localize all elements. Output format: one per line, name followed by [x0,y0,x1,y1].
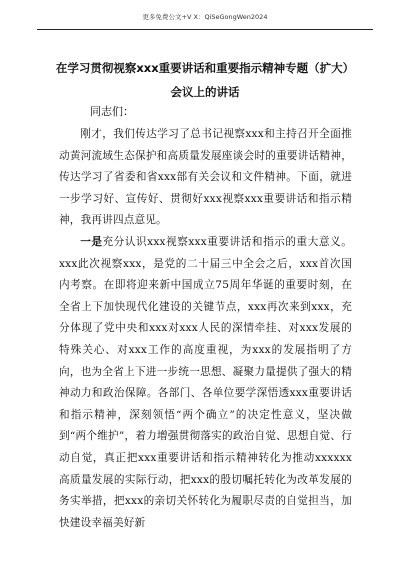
paragraph-2-text: 充分认识xxx视察xxx重要讲话和指示的重大意义。xxx此次视察xxx，是党的二十届三中全会之后，xxx首次国内考察。在即将迎来新中国成立75周年华诞的重要时刻，在全省上下加快现代化建设的关键节点，xxx再次来到xxx，充分体现了党中央和xxx对xxx人民的深情牵挂、对xxx发展的特殊关心、对xxx工作的高度重视，为xxx的发展指明了方向，也为全省上下进一步统一思想、凝聚力量提供了强大的精神动力和政治保障。各部门、各单位要学深悟透xxx重要讲话和指示精神，深刻领悟“两个确立”的决定性意义，坚决做到“两个维护”，着力增强贯彻落实的政治自觉、思想自觉、行动自觉，真正把xxx重要讲话和指示精神转化为推动xxxxxx高质量发展的实际行动，把xxx的殷切嘱托转化为改革发展的务实举措，把xxx的亲切关怀转化为履职尽责的自觉担当，加快建设幸福美好新 [59,235,352,529]
header-divider [37,29,373,30]
paragraph-1: 刚才，我们传达学习了总书记视察xxx和主持召开全面推动黄河流域生态保护和高质量发展座谈会时的重要讲话精神，传达学习了省委和省xxx部有关会议和文件精神。下面，就进一步学习好、宣传好、贯彻好xxx视察xxx重要讲话和指示精神，我再讲四点意见。 [59,128,352,227]
paragraph-2 [59,232,352,534]
document-title-line1: 在学习贯彻视察xxx重要讲话和重要指示精神专题（扩大） [55,61,355,75]
document-body [59,124,352,534]
page-header: 更多免费公文+V X：QiSeGongWen2024 [142,13,268,21]
document-title-line2: 会议上的讲话 [170,85,240,99]
paragraph-2-lead: 一是 [80,235,103,248]
salutation: 同志们： [90,105,134,118]
